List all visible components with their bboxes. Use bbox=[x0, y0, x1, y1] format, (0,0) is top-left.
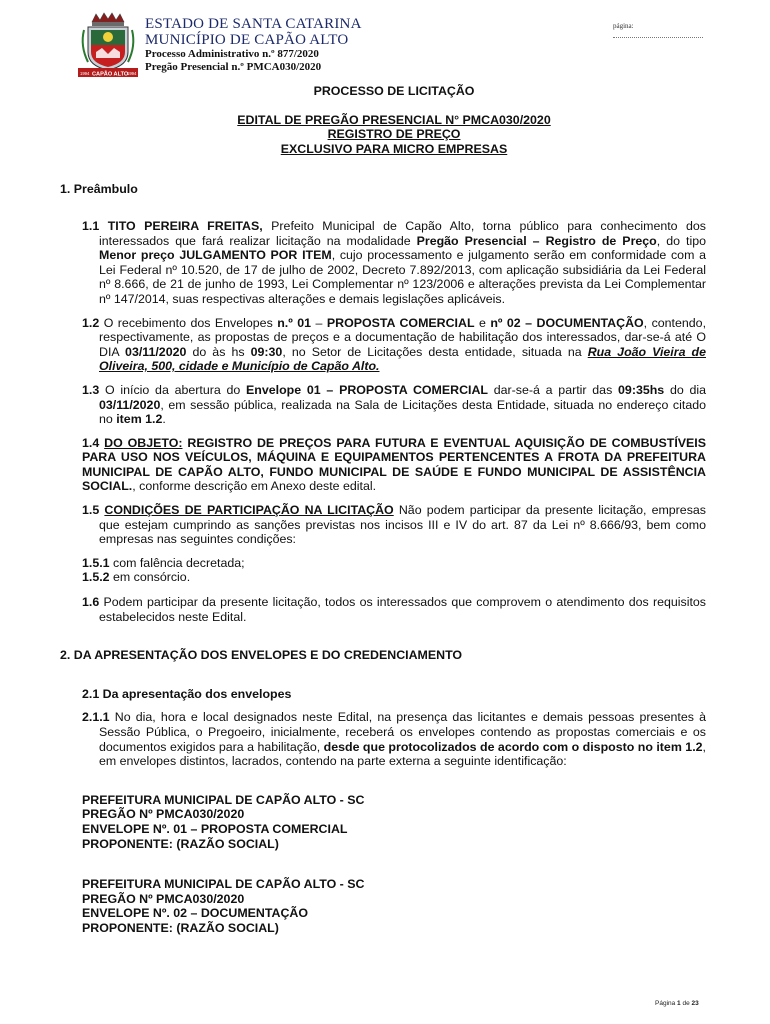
p211-text-c: , em envelopes distintos, lacrados, contendo na parte externa a seguinte identificação: bbox=[99, 739, 706, 769]
paragraph-1-1 bbox=[82, 219, 706, 307]
header-auction: Pregão Presencial n.º PMCA030/2020 bbox=[145, 61, 322, 73]
p11-text-c: , do tipo bbox=[656, 233, 706, 248]
p152-num: 1.5.2 bbox=[82, 570, 110, 585]
p12-text-b: n.º 01 bbox=[277, 315, 312, 330]
header-page-field: página: bbox=[613, 22, 708, 38]
title-registro: REGISTRO DE PREÇO bbox=[327, 127, 461, 142]
p12-text-i: do às hs bbox=[186, 344, 251, 359]
paragraph-1-5-2 bbox=[82, 570, 706, 585]
envelope-1-line: ENVELOPE Nº. 01 – PROPOSTA COMERCIAL bbox=[82, 821, 348, 836]
p13-text-b: Envelope 01 – PROPOSTA COMERCIAL bbox=[246, 382, 489, 397]
envelope-1-line: PREGÃO Nº PMCA030/2020 bbox=[82, 807, 245, 822]
p12-text-h: 03/11/2020 bbox=[125, 344, 187, 359]
envelope-2-label bbox=[82, 877, 706, 935]
p15-text: Não podem participar da presente licitação, empresas que estejam cumprindo as sanções previstas nos incisos III e IV do art. 87 da Lei nº 8.666/93, bem como empresas nas seguintes condições: bbox=[99, 503, 706, 547]
paragraph-1-5 bbox=[82, 503, 706, 547]
envelope-1-line: PREFEITURA MUNICIPAL DE CAPÃO ALTO - SC bbox=[82, 792, 365, 807]
envelope-2-line: ENVELOPE Nº. 02 – DOCUMENTAÇÃO bbox=[82, 906, 308, 921]
p14-num: 1.4 bbox=[82, 435, 100, 450]
title-exclusivo: EXCLUSIVO PARA MICRO EMPRESAS bbox=[280, 141, 508, 156]
p11-name: TITO PEREIRA FREITAS, bbox=[107, 218, 263, 233]
p13-num: 1.3 bbox=[82, 382, 100, 397]
municipal-crest-icon bbox=[78, 12, 138, 78]
title-process: PROCESSO DE LICITAÇÃO bbox=[313, 84, 475, 98]
p152-text: em consórcio. bbox=[109, 570, 191, 585]
p12-text-k: , no Setor de Licitações desta entidade, situada na bbox=[282, 344, 588, 359]
paragraph-1-6 bbox=[82, 595, 706, 624]
p11-num: 1.1 bbox=[82, 218, 100, 233]
crest-year-right: 1994 bbox=[127, 71, 137, 76]
p211-num: 2.1.1 bbox=[82, 710, 110, 725]
crest-ribbon-text: CAPÃO ALTO bbox=[92, 71, 129, 78]
p12-address: Rua João Vieira de Oliveira, 500, cidade e Município de Capão Alto. bbox=[99, 344, 706, 374]
envelope-1-line: PROPONENTE: (RAZÃO SOCIAL) bbox=[82, 836, 279, 851]
p11-text-e: , cujo processamento e julgamento serão em conformidade com a Lei Federal nº 10.520, de 17 de julho de 2002, Decreto 7.892/2013, com aplicação subsidiária da Lei Federal nº 8.666, de 21 de junho de 1993, Lei Complementar nº 123/2006 e alterações prevista da Lei Complementar nº 147/2014, suas respectivas alterações e demais legislações aplicáveis. bbox=[99, 248, 706, 306]
header-municipality: MUNICÍPIO DE CAPÃO ALTO bbox=[145, 32, 349, 48]
p12-text-g: , contendo, respectivamente, as propostas de preços e a documentação de habilitação dos interessados, dar-se-á até O DIA bbox=[99, 315, 707, 359]
paragraph-1-2 bbox=[82, 316, 706, 374]
p14-object-text: REGISTRO DE PREÇOS PARA FUTURA E EVENTUAL AQUISIÇÃO DE COMBUSTÍVEIS PARA USO NOS VEÍCULOS, MÁQUINA E EQUIPAMENTOS PERTENCENTES A FROTA DA PREFEITURA MUNICIPAL DE CAPÃO ALTO, FUNDO MUNICIPAL DE SAÚDE E FUNDO MUNICIPAL DE ASSISTÊNCIA SOCIAL. bbox=[82, 435, 706, 494]
p12-num: 1.2 bbox=[82, 315, 100, 330]
p12-text-d: PROPOSTA COMERCIAL bbox=[326, 315, 475, 330]
p16-text: Podem participar da presente licitação, todos os interessados que comprovem o atendimento dos requisitos estabelecidos neste Edital. bbox=[99, 595, 706, 624]
p11-text-d: Menor preço JULGAMENTO POR ITEM bbox=[99, 248, 332, 263]
p15-num: 1.5 bbox=[82, 503, 100, 518]
p14-text-c: , conforme descrição em Anexo deste edital. bbox=[132, 479, 377, 494]
footer-current-page: 1 bbox=[677, 1000, 681, 1007]
paragraph-1-4 bbox=[82, 436, 706, 494]
p11-text-b: Pregão Presencial – Registro de Preço bbox=[416, 233, 657, 248]
p14-object-label: DO OBJETO: bbox=[104, 435, 183, 450]
envelope-1-label bbox=[82, 793, 706, 851]
header-text bbox=[145, 16, 362, 74]
p13-text-f: 03/11/2020 bbox=[99, 397, 161, 412]
paragraph-1-5-1 bbox=[82, 556, 706, 571]
crest-year-left: 1994 bbox=[80, 71, 90, 76]
section-2-heading: 2. DA APRESENTAÇÃO DOS ENVELOPES E DO CREDENCIAMENTO bbox=[60, 648, 463, 663]
p12-text-j: 09:30 bbox=[250, 344, 283, 359]
title-edital: EDITAL DE PREGÃO PRESENCIAL N° PMCA030/2020 bbox=[237, 112, 551, 127]
p12-text-a: O recebimento dos Envelopes bbox=[99, 315, 278, 330]
p13-text-a: O início da abertura do bbox=[99, 382, 247, 397]
p12-text-f: nº 02 – DOCUMENTAÇÃO bbox=[490, 315, 644, 330]
section-1-heading: 1. Preâmbulo bbox=[60, 182, 138, 197]
p13-text-i: . bbox=[162, 412, 166, 427]
envelope-2-line: PREFEITURA MUNICIPAL DE CAPÃO ALTO - SC bbox=[82, 877, 365, 892]
p16-num: 1.6 bbox=[82, 595, 100, 610]
p12-text-e: e bbox=[474, 315, 491, 330]
subsection-2-1: 2.1 Da apresentação dos envelopes bbox=[82, 686, 292, 701]
p12-text-c: – bbox=[311, 315, 327, 330]
paragraph-2-1-1 bbox=[82, 710, 706, 768]
document-body bbox=[60, 84, 707, 936]
p13-text-g: , em sessão pública, realizada na Sala de Licitações desta Entidade, situada no endereço citado no bbox=[99, 397, 706, 427]
p15-heading: CONDIÇÕES DE PARTICIPAÇÃO NA LICITAÇÃO bbox=[104, 503, 394, 518]
header-process: Processo Administrativo n.º 877/2020 bbox=[145, 48, 319, 60]
envelope-2-line: PREGÃO Nº PMCA030/2020 bbox=[82, 891, 245, 906]
p13-text-c: dar-se-á a partir das bbox=[488, 382, 619, 397]
page-footer bbox=[655, 1000, 699, 1007]
p13-text-d: 09:35hs bbox=[618, 382, 665, 397]
envelope-2-line: PROPONENTE: (RAZÃO SOCIAL) bbox=[82, 920, 279, 935]
p211-text-b: desde que protocolizados de acordo com o disposto no item 1.2 bbox=[323, 739, 703, 754]
p211-text-a: No dia, hora e local designados neste Edital, na presença das licitantes e demais pessoas presentes à Sessão Pública, o Pregoeiro, inicialmente, receberá os envelopes contendo as propostas comerciais e os documentos exigidos para a habilitação, bbox=[99, 710, 706, 754]
footer-total-pages: 23 bbox=[691, 1000, 699, 1007]
p13-text-h: item 1.2 bbox=[116, 412, 163, 427]
footer-prefix: Página bbox=[655, 1000, 678, 1007]
footer-middle: de bbox=[680, 1000, 692, 1007]
header-state: ESTADO DE SANTA CATARINA bbox=[145, 16, 362, 32]
p11-text-a: Prefeito Municipal de Capão Alto, torna público para conhecimento dos interessados que fará realizar licitação na modalidade bbox=[99, 218, 706, 248]
p151-num: 1.5.1 bbox=[82, 555, 110, 570]
document-header bbox=[78, 12, 708, 78]
p151-text: com falência decretada; bbox=[109, 555, 245, 570]
header-page-label: página bbox=[613, 22, 632, 30]
paragraph-1-3 bbox=[82, 383, 706, 427]
p13-text-e: do dia bbox=[664, 382, 707, 397]
